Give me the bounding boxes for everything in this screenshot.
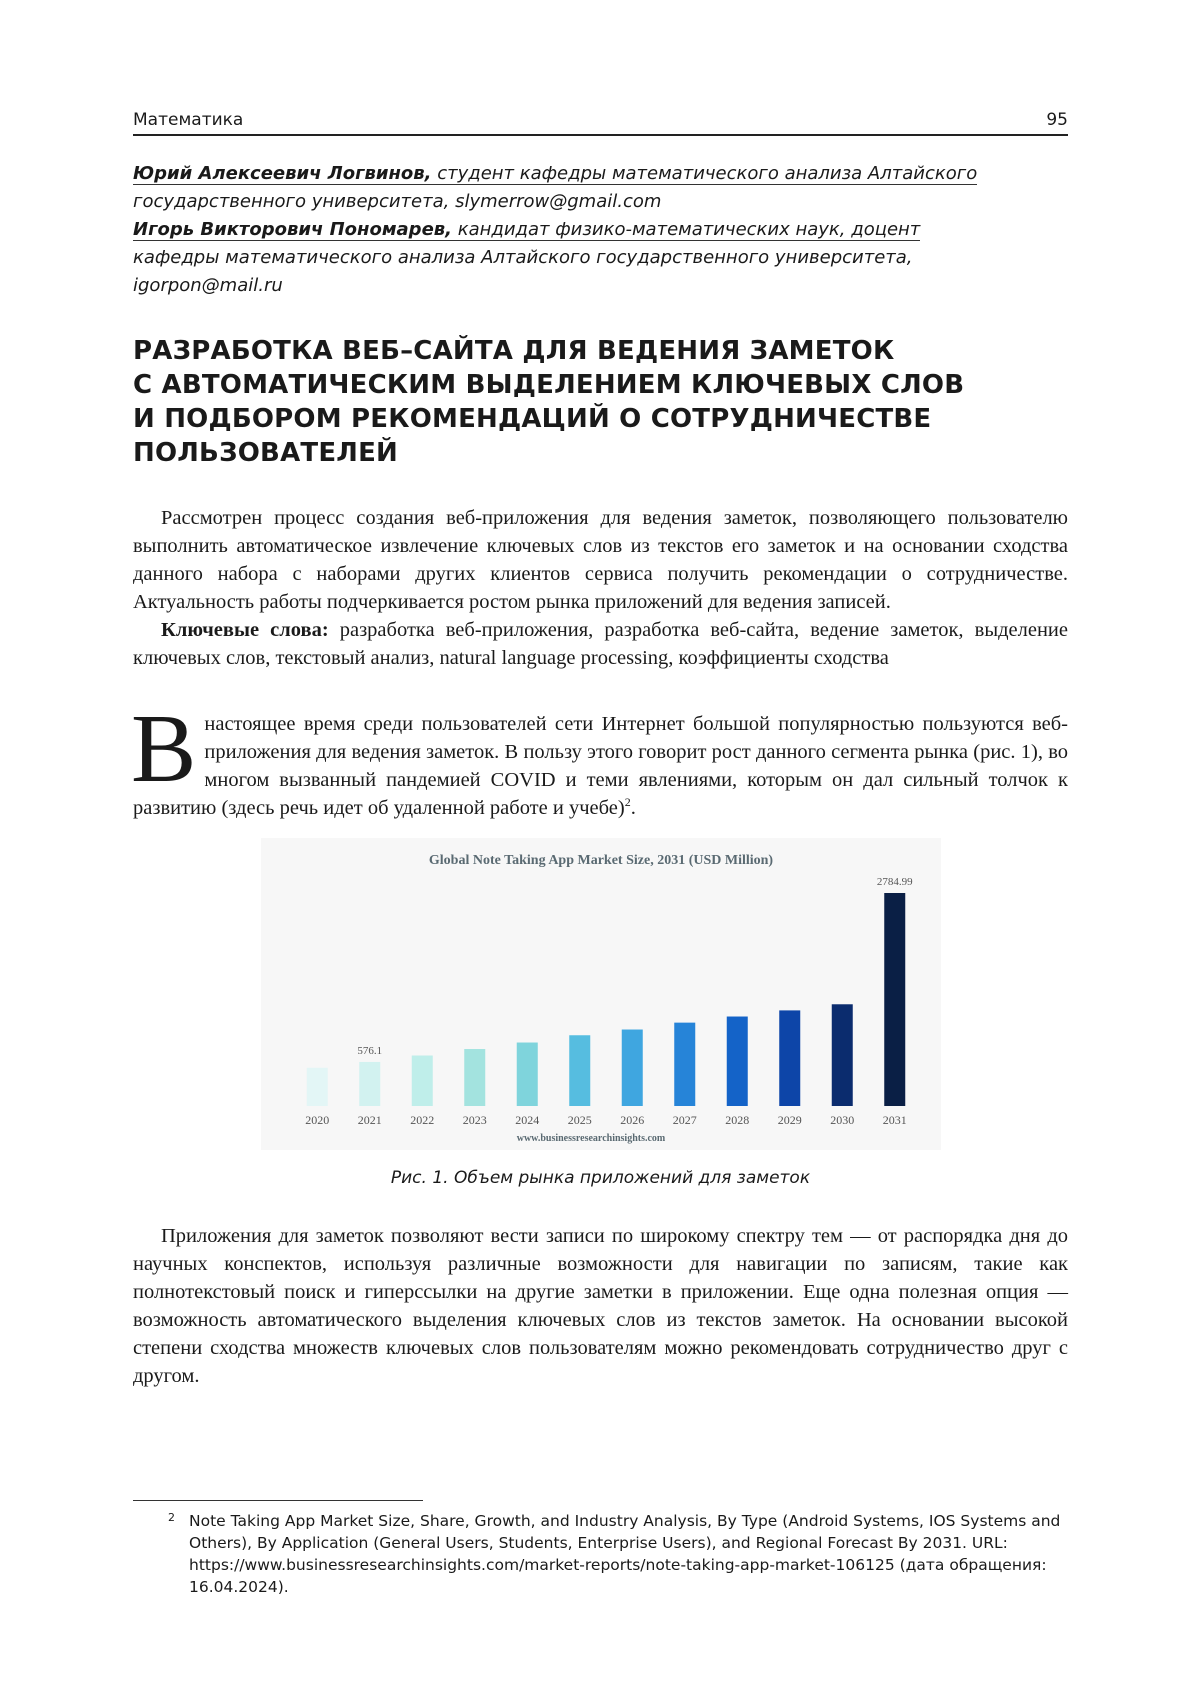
bar-2029 [779,1010,800,1106]
tick-label-2020: 2020 [304,1113,329,1127]
tick-label-2028: 2028 [724,1113,749,1127]
article-title [133,334,1068,470]
footnote [133,1510,1068,1598]
intro-end: . [630,797,636,819]
abstract-text: Рассмотрен процесс создания веб-приложения для ведения заметок, позволяющего пользователю выполнить автоматическое извлечение ключевых слов из текстов его заметок и на основании сходства данного набора с наборами других клиентов сервиса получить рекомендации о сотрудничестве. Актуальность работы подчеркивается ростом рынка приложений для ведения записей. [133,507,1068,613]
tick-label-2023: 2023 [462,1113,487,1127]
running-head [133,110,1068,136]
bar-2022 [411,1056,432,1106]
data-label-2021: 576.1 [356,1044,382,1057]
bar-2021 [359,1062,380,1106]
tick-label-2021: 2021 [357,1113,382,1127]
paragraph-2 [133,1222,1068,1390]
page [133,110,1068,1390]
tick-label-2025: 2025 [567,1113,592,1127]
footnote-rule [133,1500,423,1501]
title-line: РАЗРАБОТКА ВЕБ–САЙТА ДЛЯ ВЕДЕНИЯ ЗАМЕТОК [133,336,895,366]
tick-label-2031: 2031 [882,1113,907,1127]
intro-text: настоящее время среди пользователей сети Интернет большой популярностью пользуются веб-приложения для ведения заметок. В пользу этого говорит рост данного сегмента рынка (рис. 1), во многом вызванный пандемией COVID и теми явлениями, которым он дал сильный толчок к развитию (здесь речь идет об удаленной работе и учебе) [133,713,1068,819]
author-2-first-line [133,219,920,241]
bar-2027 [674,1023,695,1106]
author-2 [133,216,1068,300]
figure-1 [261,838,941,1150]
tick-label-2024: 2024 [514,1113,539,1127]
chart-title: Global Note Taking App Market Size, 2031 (USD Million) [428,853,773,868]
tick-label-2027: 2027 [672,1113,697,1127]
bar-2030 [831,1004,852,1106]
footnote-text: Note Taking App Market Size, Share, Growth, and Industry Analysis, By Type (Android Systems, IOS Systems and Others), By Application (General Users, Students, Enterprise Users), and Regional Forecast By 2031. URL: https://www.businessresearchinsights.com/market-reports/note-taking-app-market-106125 (дата обращения: 16.04.2024). [189,1512,1061,1596]
bar-2020 [306,1068,327,1106]
author-1 [133,160,1068,216]
keywords-label: Ключевые слова: [161,619,329,641]
author-1-first-line [133,163,977,185]
title-line: И ПОДБОРОМ РЕКОМЕНДАЦИЙ О СОТРУДНИЧЕСТВЕ [133,404,932,434]
author-2-affiliation-start: кандидат физико-математических наук, доцент [452,219,921,240]
chart-source: www.businessresearchinsights.com [516,1133,665,1144]
author-1-affiliation: государственного университета, slymerrow@gmail.com [133,191,662,212]
bar-2023 [464,1049,485,1106]
data-label-2031: 2784.99 [876,876,913,888]
section-name: Математика [133,110,244,130]
author-1-affiliation-start: студент кафедры математического анализа Алтайского [431,163,978,184]
keywords [133,616,1068,672]
bar-2024 [516,1043,537,1106]
tick-label-2029: 2029 [777,1113,802,1127]
footnote-ref[interactable]: 2 [624,795,631,810]
drop-cap: В [131,695,197,803]
bar-2028 [726,1017,747,1106]
intro-paragraph [131,695,1068,822]
page-number: 95 [1046,110,1068,130]
bar-chart [261,838,941,1150]
title-line: ПОЛЬЗОВАТЕЛЕЙ [133,438,398,468]
footnote-mark: 2 [168,1511,175,1524]
figure-caption: Рис. 1. Объем рынка приложений для заметок [390,1168,811,1188]
title-line: С АВТОМАТИЧЕСКИМ ВЫДЕЛЕНИЕМ КЛЮЧЕВЫХ СЛОВ [133,370,965,400]
abstract [133,504,1068,672]
author-2-name: Игорь Викторович Пономарев, [133,219,453,240]
author-block [133,160,1068,300]
author-2-affiliation: кафедры математического анализа Алтайского государственного университета, igorpon@mail.ru [133,247,913,296]
bar-2025 [569,1035,590,1106]
keywords-list: разработка веб-приложения, разработка веб-сайта, ведение заметок, выделение ключевых слов, текстовый анализ, natural language processing, коэффициенты сходства [133,619,1068,669]
tick-label-2022: 2022 [409,1113,434,1127]
tick-label-2026: 2026 [619,1113,644,1127]
author-1-name: Юрий Алексеевич Логвинов, [133,163,432,184]
bar-2026 [621,1030,642,1106]
bar-2031 [884,893,905,1106]
tick-label-2030: 2030 [829,1113,854,1127]
paragraph-2-text: Приложения для заметок позволяют вести записи по широкому спектру тем — от распорядка дня до научных конспектов, используя различные возможности для навигации по записям, такие как полнотекстовый поиск и гиперссылки на другие заметки в приложении. Еще одна полезная опция — возможность автоматического выделения ключевых слов из текстов заметок. На основании высокой степени сходства множеств ключевых слов пользователям можно рекомендовать сотрудничество друг с другом. [133,1225,1068,1387]
